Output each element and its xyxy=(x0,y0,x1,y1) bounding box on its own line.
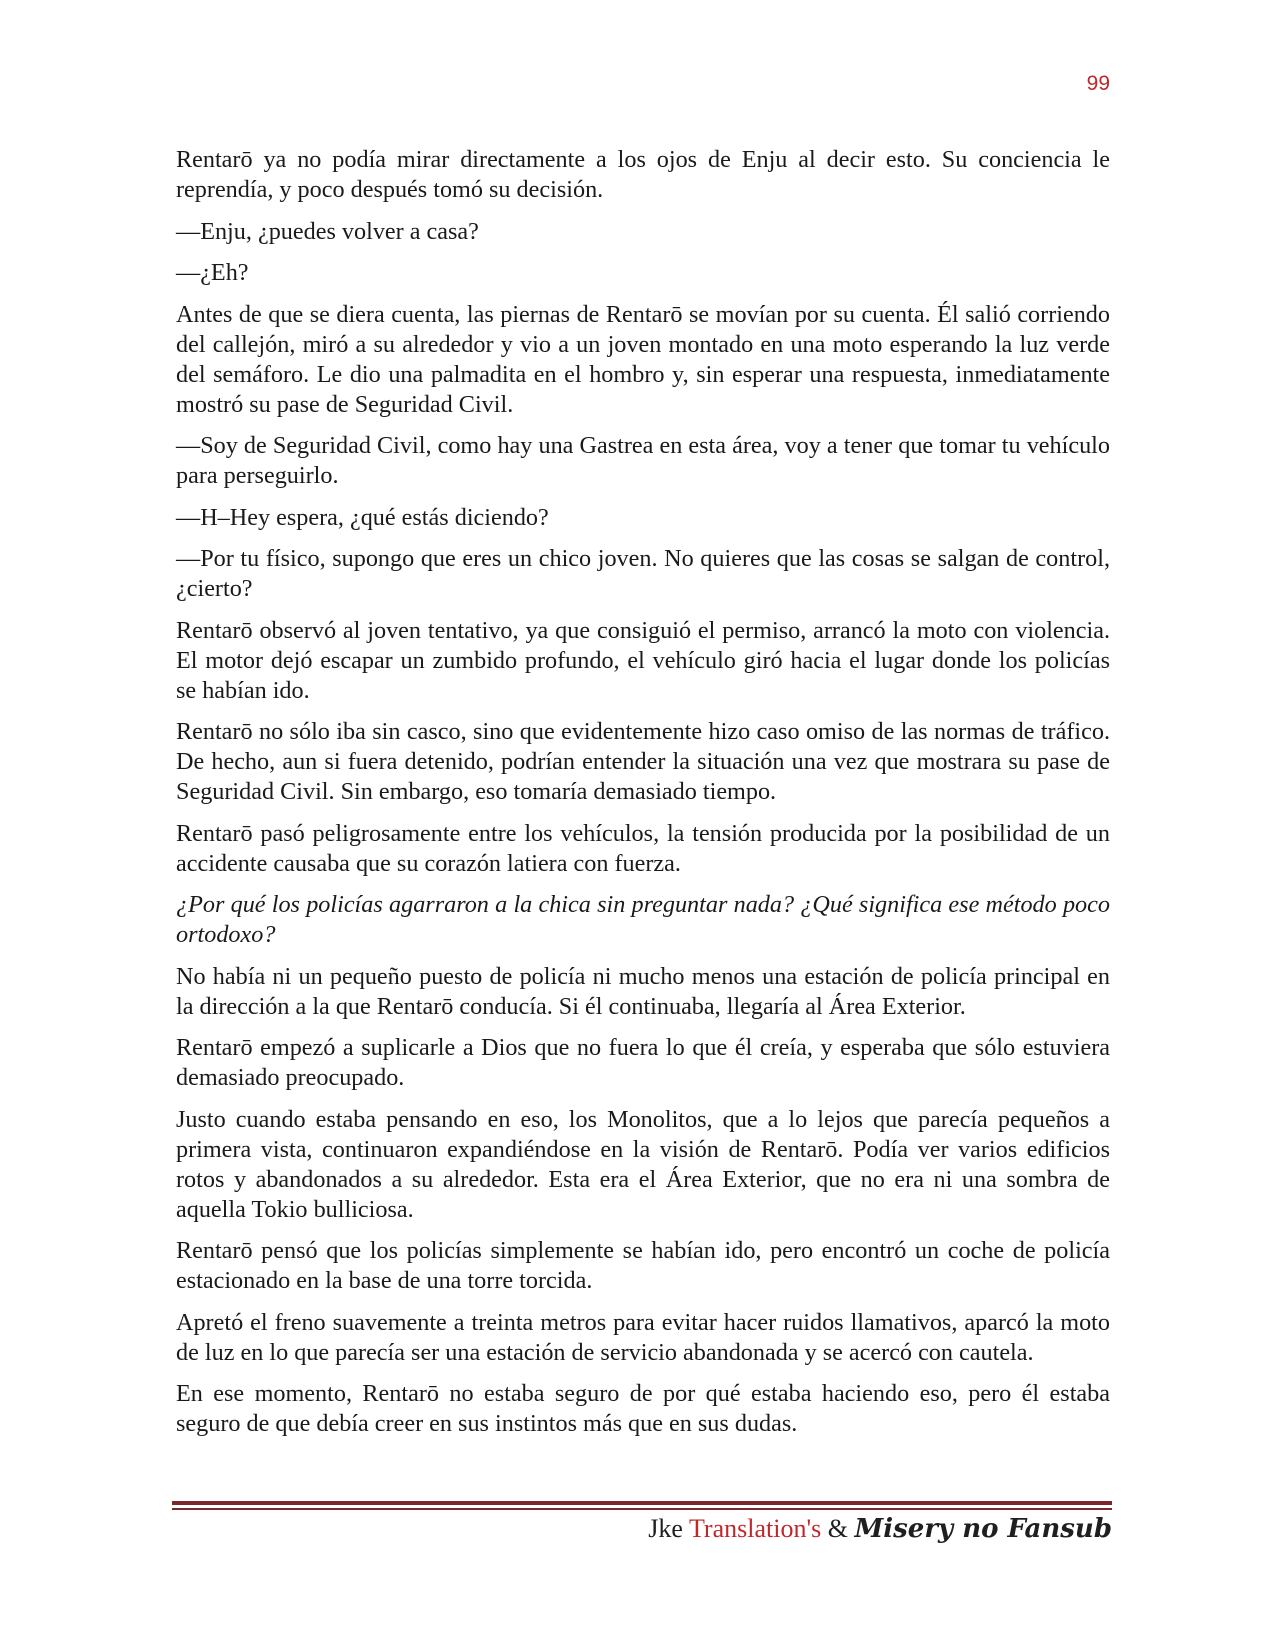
paragraph: Rentarō ya no podía mirar directamente a los ojos de Enju al decir esto. Su conciencia le reprendía, y poco después tomó su decisión. xyxy=(176,146,1110,203)
credit-misery-no-fansub: Misery no Fansub xyxy=(854,1514,1112,1544)
dialogue-line: —Enju, ¿puedes volver a casa? xyxy=(176,217,479,245)
paragraph: En ese momento, Rentarō no estaba seguro de por qué estaba haciendo eso, pero él estaba seguro de que debía creer en sus instintos más que en sus dudas. xyxy=(176,1380,1110,1437)
paragraph: Antes de que se diera cuenta, las piernas de Rentarō se movían por su cuenta. Él salió corriendo del callejón, miró a su alrededor y vio a un joven montado en una moto esperando la luz verde del semáforo. Le dio una palmadita en el hombro y, sin esperar una respuesta, inmediatamente mostró su pase de Seguridad Civil. xyxy=(176,300,1110,418)
credit-translations: Translation's xyxy=(688,1514,822,1543)
paragraph: Rentarō observó al joven tentativo, ya que consiguió el permiso, arrancó la moto con violencia. El motor dejó escapar un zumbido profundo, el vehículo giró hacia el lugar donde los policías se habían ido. xyxy=(176,616,1110,704)
dialogue-line: —Por tu físico, supongo que eres un chico joven. No quieres que las cosas se salgan de control, ¿cierto? xyxy=(176,545,1110,602)
dialogue-line: —Soy de Seguridad Civil, como hay una Gastrea en esta área, voy a tener que tomar tu vehículo para perseguirlo. xyxy=(176,432,1110,489)
footer-rule-thick xyxy=(172,1501,1112,1505)
credit-jke: Jke xyxy=(648,1514,683,1543)
paragraph: Rentarō pasó peligrosamente entre los vehículos, la tensión producida por la posibilidad de un accidente causaba que su corazón latiera con fuerza. xyxy=(176,819,1110,877)
inner-thought-paragraph: ¿Por qué los policías agarraron a la chica sin preguntar nada? ¿Qué significa ese método poco ortodoxo? xyxy=(176,891,1110,948)
paragraph: Rentarō pensó que los policías simplemente se habían ido, pero encontró un coche de policía estacionado en la base de una torre torcida. xyxy=(176,1237,1110,1294)
dialogue-line: —H–Hey espera, ¿qué estás diciendo? xyxy=(176,503,549,531)
paragraph: Justo cuando estaba pensando en eso, los Monolitos, que a lo lejos que parecía pequeños a primera vista, continuaron expandiéndose en la visión de Rentarō. Podía ver varios edificios rotos y abandonados a su alrededor. Esta era el Área Exterior, que no era ni una sombra de aquella Tokio bulliciosa. xyxy=(176,1105,1110,1223)
paragraph: Rentarō no sólo iba sin casco, sino que evidentemente hizo caso omiso de las normas de tráfico. De hecho, aun si fuera detenido, podrían entender la situación una vez que mostrara su pase de Seguridad Civil. Sin embargo, eso tomaría demasiado tiempo. xyxy=(176,718,1110,805)
footer-credits xyxy=(560,1514,1112,1544)
paragraph: Apretó el freno suavemente a treinta metros para evitar hacer ruidos llamativos, aparcó la moto de luz en lo que parecía ser una estación de servicio abandonada y se acercó con cautela. xyxy=(176,1308,1110,1366)
credit-ampersand: & xyxy=(827,1514,848,1543)
dialogue-line: —¿Eh? xyxy=(176,259,249,286)
paragraph: Rentarō empezó a suplicarle a Dios que no fuera lo que él creía, y esperaba que sólo estuviera demasiado preocupado. xyxy=(176,1034,1110,1091)
paragraph: No había ni un pequeño puesto de policía ni mucho menos una estación de policía principal en la dirección a la que Rentarō conducía. Si él continuaba, llegaría al Área Exterior. xyxy=(176,962,1110,1020)
footer-rule-thin xyxy=(172,1508,1112,1510)
body-text xyxy=(176,145,1110,1451)
page-number: 99 xyxy=(1086,72,1110,95)
